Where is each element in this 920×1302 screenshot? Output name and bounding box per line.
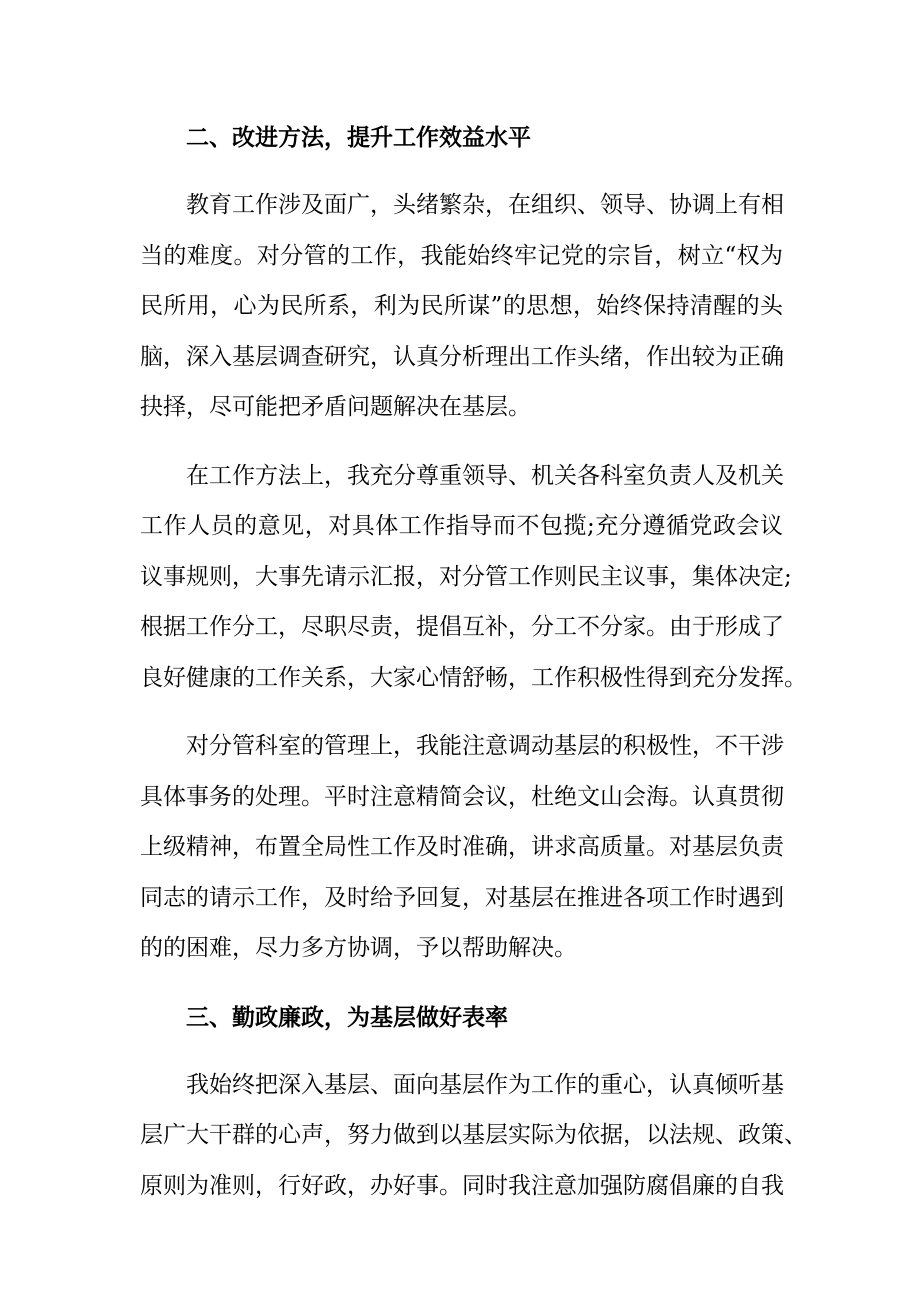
text-line: 的的困难，尽力多方协调，予以帮助解决。 bbox=[140, 935, 577, 961]
section-heading-3: 三、勤政廉政，为基层做好表率 bbox=[186, 1003, 508, 1031]
text-line: 同志的请示工作，及时给予回复，对基层在推进各项工作时遇到 bbox=[140, 884, 784, 911]
text-line: 上级精神，布置全局性工作及时准确，讲求高质量。对基层负责 bbox=[140, 834, 784, 860]
text-line: 对分管科室的管理上，我能注意调动基层的积极性，不干涉 bbox=[186, 733, 784, 759]
text-line: 抉择，尽可能把矛盾问题解决在基层。 bbox=[140, 394, 531, 420]
paragraph-2-1 bbox=[140, 180, 783, 433]
text-line: 脑，深入基层调查研究，认真分析理出工作头绪，作出较为正确 bbox=[140, 343, 784, 370]
text-line: 我始终把深入基层、面向基层作为工作的重心，认真倾听基 bbox=[186, 1071, 784, 1098]
text-line: 民所用，心为民所系，利为民所谋”的思想，始终保持清醒的头 bbox=[140, 293, 783, 319]
text-line: 教育工作涉及面广，头绪繁杂，在组织、领导、协调上有相 bbox=[186, 192, 784, 218]
text-line: 层广大干群的心声，努力做到以基层实际为依据，以法规、政策、 bbox=[140, 1122, 807, 1148]
text-line: 良好健康的工作关系，大家心情舒畅，工作积极性得到充分发挥。 bbox=[140, 664, 807, 691]
text-line: 议事规则，大事先请示汇报，对分管工作则民主议事，集体决定; bbox=[140, 563, 792, 590]
section-heading-2: 二、改进方法，提升工作效益水平 bbox=[186, 124, 531, 151]
text-line: 当的难度。对分管的工作，我能始终牢记党的宗旨，树立“权为 bbox=[140, 242, 783, 269]
paragraph-3-1 bbox=[140, 1060, 807, 1212]
text-line: 原则为准则，行好政，办好事。同时我注意加强防腐倡廉的自我 bbox=[140, 1172, 784, 1199]
text-line: 在工作方法上，我充分尊重领导、机关各科室负责人及机关 bbox=[186, 462, 784, 489]
text-line: 工作人员的意见，对具体工作指导而不包揽;充分遵循党政会议 bbox=[140, 513, 783, 539]
paragraph-2-3 bbox=[140, 721, 783, 974]
text-line: 根据工作分工，尽职尽责，提倡互补，分工不分家。由于形成了 bbox=[140, 614, 784, 640]
text-line: 具体事务的处理。平时注意精简会议，杜绝文山会海。认真贯彻 bbox=[140, 783, 784, 810]
paragraph-2-2 bbox=[140, 451, 807, 704]
document-page bbox=[140, 112, 807, 1229]
